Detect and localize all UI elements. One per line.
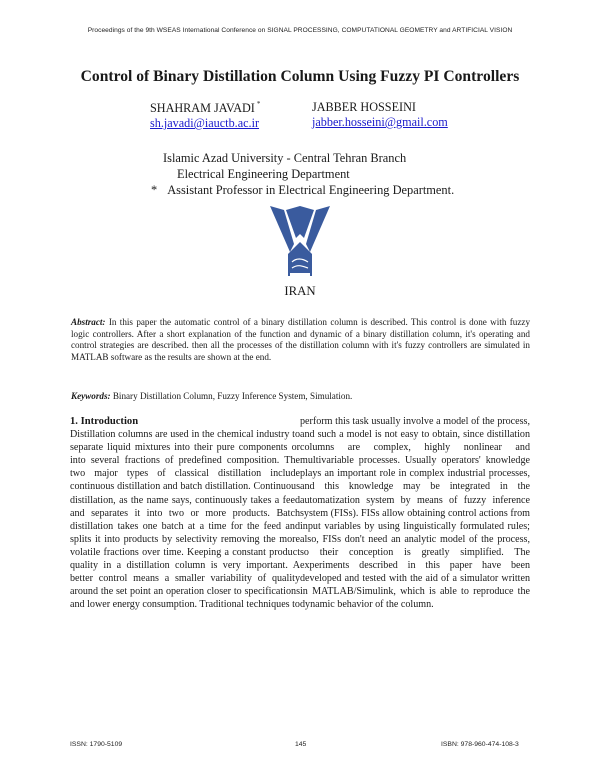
- affiliation-university: Islamic Azad University - Central Tehran Branch: [163, 151, 407, 165]
- affiliation-note-text: Assistant Professor in Electrical Engineering Department.: [167, 183, 455, 197]
- footer-issn: ISSN: 1790-5109: [70, 741, 123, 748]
- author-2-email-link[interactable]: jabber.hosseini@gmail.com: [312, 115, 448, 129]
- keywords-label: Keywords:: [71, 391, 111, 401]
- affiliation-department: Electrical Engineering Department: [177, 167, 350, 181]
- university-logo-icon: [268, 204, 332, 282]
- author-2: [312, 100, 448, 130]
- author-1: [150, 100, 260, 131]
- affiliation-country: IRAN: [284, 284, 316, 298]
- left-column: [70, 415, 300, 611]
- running-header: Proceedings of the 9th WSEAS International Conference on SIGNAL PROCESSING, COMPUTATIONAL GEOMETRY and ARTIFICIAL VISION: [87, 27, 513, 34]
- author-2-name: JABBER HOSSEINI: [312, 100, 416, 114]
- affiliation-note-marker: *: [151, 183, 158, 197]
- author-1-marker: *: [256, 100, 261, 108]
- author-1-email-link[interactable]: sh.javadi@iauctb.ac.ir: [150, 116, 260, 130]
- keywords: [71, 391, 530, 401]
- affiliation-note: [151, 183, 454, 198]
- keywords-text: Binary Distillation Column, Fuzzy Inference System, Simulation.: [112, 391, 353, 401]
- footer-isbn: ISBN: 978-960-474-108-3: [441, 741, 519, 748]
- section-heading-introduction: 1. Introduction: [70, 416, 139, 427]
- abstract-label: Abstract:: [71, 317, 106, 327]
- abstract-text: In this paper the automatic control of a binary distillation column is described. This control is done with fuzzy logic controllers. After a short explanation of the function and dynamic of a binary distillation column, it's operating and control strategies are described. then all the processes of the distillation column with it's fuzzy controllers are simulated in MATLAB software as the results are shown at the end.: [71, 317, 531, 362]
- author-1-name: SHAHRAM JAVADI *: [150, 100, 261, 115]
- abstract: [71, 317, 530, 363]
- footer-page-number: 145: [295, 741, 307, 748]
- right-column: [300, 415, 530, 611]
- paper-title: Control of Binary Distillation Column Using Fuzzy PI Controllers: [80, 68, 520, 85]
- introduction-paragraph-left: Distillation columns are used in the chemical industry to separate liquid mixtures into their pure components or into several fractions of predefined composition. The two major types of classical distillation include continuous distillation and batch distillation. Continuous distillation, as the name says, continuously takes a feed and separates it into two or more products. Batch distillation takes one batch at a time for the feed and splits it into products by selectivity removing the more volatile fractions over time. Keeping a constant product quality in a distillation column is very important. A better control means a smaller variability of quality around the set point an operation closer to specifications and lower energy consumption. Traditional techniques to: [70, 429, 300, 611]
- introduction-paragraph-right: perform this task usually involve a model of the process, and such a model is not easy to obtain, since distillation columns are complex, highly nonlinear and multivariable processes. Usually operators' knowledge plays an important role in complex industrial processes, and this knowledge may be integrated in the automatization system by means of fuzzy inference system (FISs). FISs allow obtaining control actions from input variables by using linguistically formulated rules; also, FISs don't need an analytic model of the process, so their conception is greatly simplified. The experiments described in this paper have been developed and tested with the aid of a simulator written in MATLAB/Simulink, which is able to reproduce the dynamic behavior of the column.: [300, 416, 530, 611]
